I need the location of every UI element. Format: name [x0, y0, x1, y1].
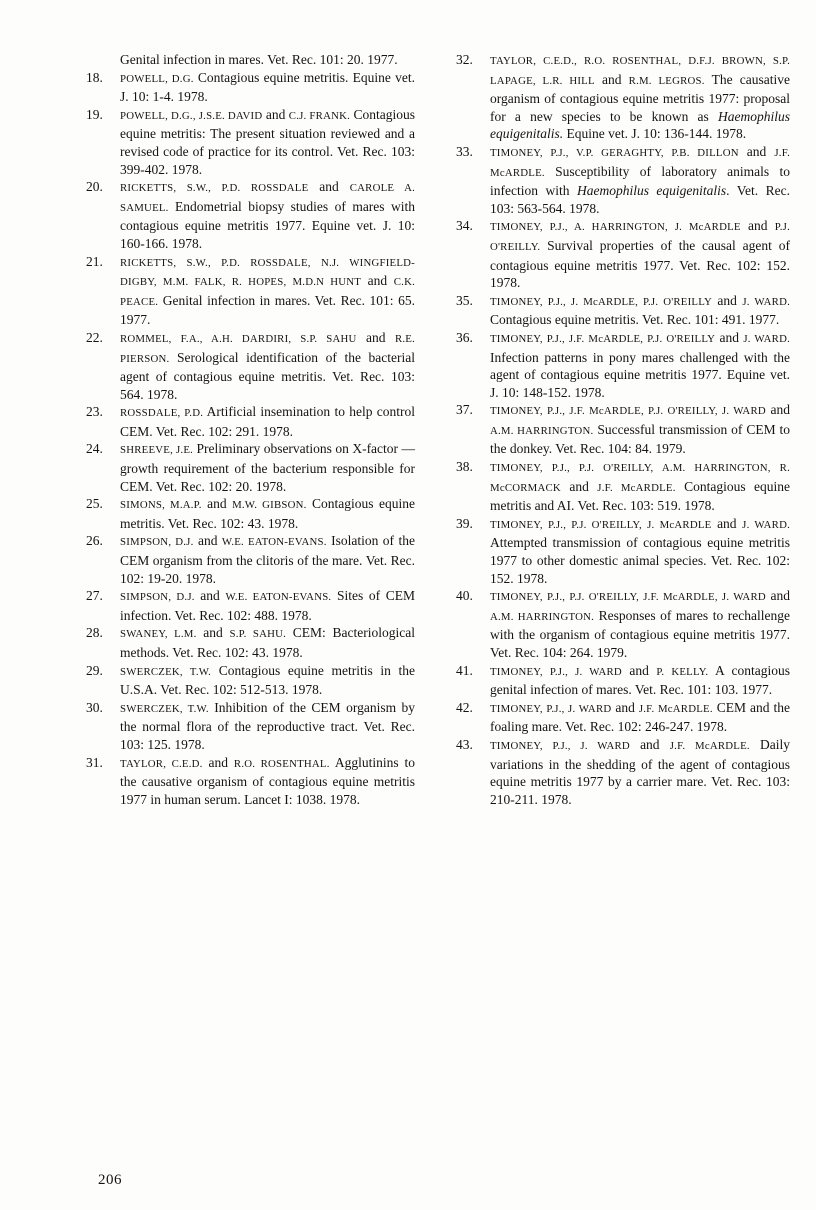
reference-list — [86, 51, 790, 808]
reference-text — [120, 404, 415, 439]
reference-text-segment: and — [629, 736, 670, 752]
reference-entry — [456, 736, 790, 808]
reference-text-segment: and — [361, 273, 394, 289]
reference-text-segment: Survival properties of the causal agent of contagious equine metritis 1977. Vet. Rec. 102: 152. 1978. — [490, 237, 790, 291]
author-names: RICKETTS, S.W., P.D. ROSSDALE — [120, 182, 309, 195]
reference-number: 20. — [86, 179, 103, 195]
author-names: TAYLOR, C.E.D. — [120, 757, 203, 770]
reference-text — [120, 700, 415, 752]
reference-text — [490, 459, 790, 513]
species-name-italic: Haemophilus equigenitalis. — [490, 108, 790, 142]
reference-number: 22. — [86, 329, 103, 345]
reference-text-segment: and — [594, 71, 629, 87]
reference-entry — [456, 217, 790, 291]
reference-text-segment: and — [711, 292, 743, 308]
reference-text-segment: CEM and the foaling mare. Vet. Rec. 102: 246-247. 1978. — [490, 699, 790, 735]
reference-entry — [86, 662, 415, 699]
reference-text-segment: and — [202, 754, 234, 770]
author-names: CAROLE A. SAMUEL. — [120, 182, 416, 214]
reference-text-segment: Endometrial biopsy studies of mares with contagious equine metritis 1977. Equine vet. J. 10: 160-166. 1978. — [120, 198, 415, 251]
reference-entry — [86, 69, 415, 106]
reference-entry — [456, 51, 790, 143]
author-names: W.E. EATON-EVANS. — [225, 591, 332, 604]
reference-entry — [456, 401, 790, 458]
reference-text-segment: and — [194, 588, 226, 604]
reference-entry — [86, 253, 415, 329]
reference-text-segment: A contagious genital infection of mares. Vet. Rec. 101: 103. 1977. — [490, 662, 790, 698]
reference-text — [490, 588, 790, 660]
reference-text-segment: Contagious equine metritis. Vet. Rec. 101: 491. 1977. — [490, 312, 780, 328]
reference-number: 30. — [86, 699, 103, 715]
reference-text-segment: Contagious equine metritis. Vet. Rec. 102: 43. 1978. — [120, 496, 415, 531]
reference-text — [120, 625, 415, 660]
reference-number: 41. — [456, 662, 473, 678]
reference-entry — [86, 587, 415, 624]
reference-entry — [456, 699, 790, 736]
reference-number: 42. — [456, 699, 473, 715]
reference-number: 28. — [86, 625, 103, 641]
reference-text-segment: and — [196, 625, 230, 641]
reference-number: 40. — [456, 588, 473, 604]
reference-text-segment: Agglutinins to the causative organism of contagious equine metritis 1977 in human serum. Lancet I: 1038. 1978. — [120, 754, 416, 807]
author-names: TIMONEY, P.J., P.J. O'REILLY, A.M. HARRINGTON, R. McCORMACK — [490, 462, 790, 494]
author-names: TIMONEY, P.J., J.F. McARDLE, P.J. O'REILLY — [490, 332, 716, 345]
reference-text-segment: CEM: Bacteriological methods. Vet. Rec. 102: 43. 1978. — [120, 625, 415, 660]
author-names: M.W. GIBSON. — [232, 499, 307, 512]
reference-text-segment: and — [201, 496, 233, 512]
reference-number: 34. — [456, 218, 473, 234]
reference-text — [120, 330, 415, 402]
reference-entry — [86, 495, 415, 532]
reference-text — [490, 663, 790, 698]
author-names: SIMPSON, D.J. — [120, 591, 195, 604]
reference-text — [120, 588, 415, 623]
reference-text-segment: Inhibition of the CEM organism by the normal flora of the reproductive tract. Vet. Rec. 103: 125. 1978. — [120, 699, 415, 752]
reference-text-segment: Genital infection in mares. Vet. Rec. 101: 20. 1977. — [120, 52, 398, 67]
reference-entry — [86, 624, 415, 661]
reference-text-segment: Isolation of the CEM organism from the clitoris of the mare. Vet. Rec. 102: 19-20. 1978. — [120, 533, 415, 586]
reference-number: 39. — [456, 515, 473, 531]
author-names: ROMMEL, F.A., A.H. DARDIRI, S.P. SAHU — [120, 332, 357, 345]
reference-text — [120, 533, 415, 585]
reference-text-segment: Serological identification of the bacterial agent of contagious equine metritis. Vet. Rec. 103: 564. 1978. — [120, 349, 415, 402]
reference-text-segment: and — [765, 402, 791, 418]
author-names: TIMONEY, P.J., J.F. McARDLE, P.J. O'REILLY, J. WARD — [490, 405, 766, 418]
reference-entry — [456, 458, 790, 515]
reference-text — [490, 218, 790, 290]
reference-entry — [86, 403, 415, 440]
reference-number: 19. — [86, 106, 103, 122]
author-names: TIMONEY, P.J., J. WARD — [490, 665, 622, 678]
reference-entry — [86, 754, 415, 809]
author-names: TIMONEY, P.J., V.P. GERAGHTY, P.B. DILLON — [490, 146, 739, 159]
reference-number: 27. — [86, 588, 103, 604]
author-names: SIMONS, M.A.P. — [120, 499, 202, 512]
reference-entry — [456, 515, 790, 587]
author-names: SIMPSON, D.J. — [120, 536, 194, 549]
reference-entry — [86, 178, 415, 252]
author-names: TAYLOR, C.E.D., R.O. ROSENTHAL, D.F.J. BROWN, S.P. LAPAGE, L.R. HILL — [490, 55, 790, 87]
reference-text — [490, 402, 790, 456]
reference-text — [490, 144, 790, 216]
reference-entry — [456, 587, 790, 661]
reference-text — [120, 107, 415, 177]
author-names: POWELL, D.G., J.S.E. DAVID — [120, 109, 263, 122]
reference-entry — [456, 143, 790, 217]
reference-entry — [86, 329, 415, 403]
reference-text-segment: and — [611, 699, 639, 715]
reference-text — [490, 700, 790, 735]
reference-text-segment: and — [621, 662, 657, 678]
author-names: J.F. McARDLE. — [490, 146, 790, 179]
reference-text — [120, 755, 415, 807]
reference-text-segment: Preliminary observations on X-factor — growth requirement of the bacterium responsible for CEM. Vet. Rec. 102: 20. 1978. — [120, 441, 415, 494]
author-names: SWERCZEK, T.W. — [120, 702, 209, 715]
author-names: TIMONEY, P.J., P.J. O'REILLY, J. McARDLE — [490, 518, 712, 531]
reference-number: 33. — [456, 143, 473, 159]
reference-number: 43. — [456, 736, 473, 752]
reference-text — [490, 737, 790, 807]
author-names: S.P. SAHU. — [229, 628, 287, 641]
author-names: C.J. FRANK. — [288, 109, 351, 122]
author-names: J.F. McARDLE. — [669, 739, 750, 752]
reference-text-segment: and — [560, 478, 598, 494]
reference-text-segment: Equine vet. J. 10: 136-144. 1978. — [563, 126, 747, 142]
reference-text-segment: and — [740, 218, 775, 234]
author-names: R.E. PIERSON. — [120, 332, 415, 365]
reference-text-segment: Contagious equine metritis in the U.S.A. Vet. Rec. 102: 512-513. 1978. — [120, 662, 415, 698]
reference-text-segment: and — [356, 329, 395, 345]
reference-text — [120, 254, 415, 328]
reference-text-segment: Contagious equine metritis: The present situation reviewed and a revised code of practice for its control. Vet. Rec. 103: 399-402. 1978. — [120, 106, 415, 177]
reference-number: 24. — [86, 441, 103, 457]
reference-text-segment: Successful transmission of CEM to the donkey. Vet. Rec. 104: 84. 1979. — [490, 421, 790, 457]
author-names: J. WARD. — [742, 295, 790, 308]
author-names: J. WARD. — [742, 518, 790, 531]
reference-text — [490, 52, 790, 141]
reference-text — [120, 179, 415, 251]
author-names: C.K. PEACE. — [120, 276, 415, 308]
author-names: P.J. O'REILLY. — [490, 221, 790, 253]
reference-text-segment: Daily variations in the shedding of the agent of contagious equine metritis 1977 by a carrier mare. Vet. Rec. 103: 210-211. 1978. — [490, 736, 791, 807]
author-names: SHREEVE, J.E. — [120, 444, 194, 457]
species-name-italic: Haemophilus equigenitalis — [576, 183, 727, 199]
reference-text — [120, 52, 398, 67]
reference-number: 18. — [86, 69, 103, 85]
reference-text-segment: and — [262, 106, 289, 122]
reference-text — [490, 330, 790, 400]
reference-text-segment: Genital infection in mares. Vet. Rec. 101: 65. 1977. — [120, 292, 415, 328]
reference-number: 21. — [86, 253, 103, 269]
reference-text-segment: and — [308, 179, 350, 195]
reference-text-segment: Infection patterns in pony mares challenged with the agent of contagious equine metritis 1977. Equine vet. J. 10: 148-152. 1978. — [490, 349, 790, 400]
reference-entry — [86, 51, 415, 69]
references-column-left — [86, 51, 415, 808]
author-names: SWERCZEK, T.W. — [120, 665, 212, 678]
author-names: J.F. McARDLE. — [638, 702, 713, 715]
author-names: TIMONEY, P.J., P.J. O'REILLY, J.F. McARDLE, J. WARD — [490, 591, 766, 604]
reference-text-segment: Attempted transmission of contagious equine metritis 1977 to other domestic animal species. Vet. Rec. 102: 152. 1978. — [490, 535, 790, 586]
author-names: SWANEY, L.M. — [120, 628, 197, 641]
reference-text — [120, 496, 415, 531]
reference-number: 29. — [86, 662, 103, 678]
reference-number: 25. — [86, 496, 103, 512]
author-names: TIMONEY, P.J., A. HARRINGTON, J. McARDLE — [490, 221, 741, 234]
reference-text-segment: Artificial insemination to help control CEM. Vet. Rec. 102: 291. 1978. — [120, 404, 415, 439]
reference-number: 38. — [456, 459, 473, 475]
author-names: A.M. HARRINGTON. — [490, 610, 595, 623]
reference-number: 26. — [86, 533, 103, 549]
reference-number: 35. — [456, 292, 473, 308]
reference-number: 23. — [86, 404, 103, 420]
reference-text-segment: Responses of mares to rechallenge with the organism of contagious equine metritis 1977. Vet. Rec. 104: 264. 1979. — [490, 607, 790, 660]
author-names: ROSSDALE, P.D. — [120, 407, 204, 420]
author-names: TIMONEY, P.J., J. McARDLE, P.J. O'REILLY — [490, 295, 712, 308]
reference-text-segment: and — [715, 329, 744, 345]
page-number: 206 — [98, 1172, 122, 1188]
reference-text-segment: Contagious equine metritis. Equine vet. J. 10: 1-4. 1978. — [120, 69, 415, 105]
reference-text-segment: and — [711, 515, 743, 531]
author-names: P. KELLY. — [656, 665, 709, 678]
reference-text — [490, 516, 790, 586]
references-column-right — [456, 51, 790, 808]
reference-text — [120, 441, 415, 493]
reference-text — [120, 70, 415, 105]
reference-text-segment: Sites of CEM infection. Vet. Rec. 102: 488. 1978. — [120, 588, 415, 623]
reference-entry — [86, 440, 415, 495]
author-names: R.O. ROSENTHAL. — [233, 757, 330, 770]
author-names: POWELL, D.G. — [120, 72, 194, 85]
reference-number: 32. — [456, 52, 473, 67]
reference-number: 36. — [456, 329, 473, 345]
reference-text-segment: Susceptibility of laboratory animals to infection with — [490, 163, 790, 199]
reference-text-segment: The causative organism of contagious equine metritis 1977: proposal for a new species to be known as — [490, 71, 790, 124]
author-names: RICKETTS, S.W., P.D. ROSSDALE, N.J. WINGFIELD-DIGBY, M.M. FALK, R. HOPES, M.D.N HUNT — [120, 256, 415, 289]
reference-entry — [456, 329, 790, 401]
author-names: A.M. HARRINGTON. — [490, 424, 594, 437]
author-names: W.E. EATON-EVANS. — [221, 536, 327, 549]
reference-entry — [456, 292, 790, 329]
reference-text — [490, 293, 790, 328]
reference-text-segment: . Vet. Rec. 103: 563-564. 1978. — [490, 183, 790, 216]
reference-text-segment: and — [193, 533, 222, 549]
author-names: J. WARD. — [743, 332, 790, 345]
reference-text-segment: and — [765, 588, 791, 604]
reference-entry — [86, 532, 415, 587]
reference-number: 37. — [456, 402, 473, 418]
author-names: TIMONEY, P.J., J. WARD — [490, 739, 630, 752]
reference-number: 31. — [86, 754, 103, 770]
reference-entry — [86, 106, 415, 178]
author-names: J.F. McARDLE. — [597, 481, 676, 494]
reference-text-segment: Contagious equine metritis and AI. Vet. Rec. 103: 519. 1978. — [490, 478, 790, 514]
reference-text-segment: and — [738, 143, 775, 159]
author-names: TIMONEY, P.J., J. WARD — [490, 702, 612, 715]
author-names: R.M. LEGROS. — [628, 74, 705, 87]
reference-entry — [86, 699, 415, 754]
reference-entry — [456, 662, 790, 699]
reference-text — [120, 663, 415, 698]
